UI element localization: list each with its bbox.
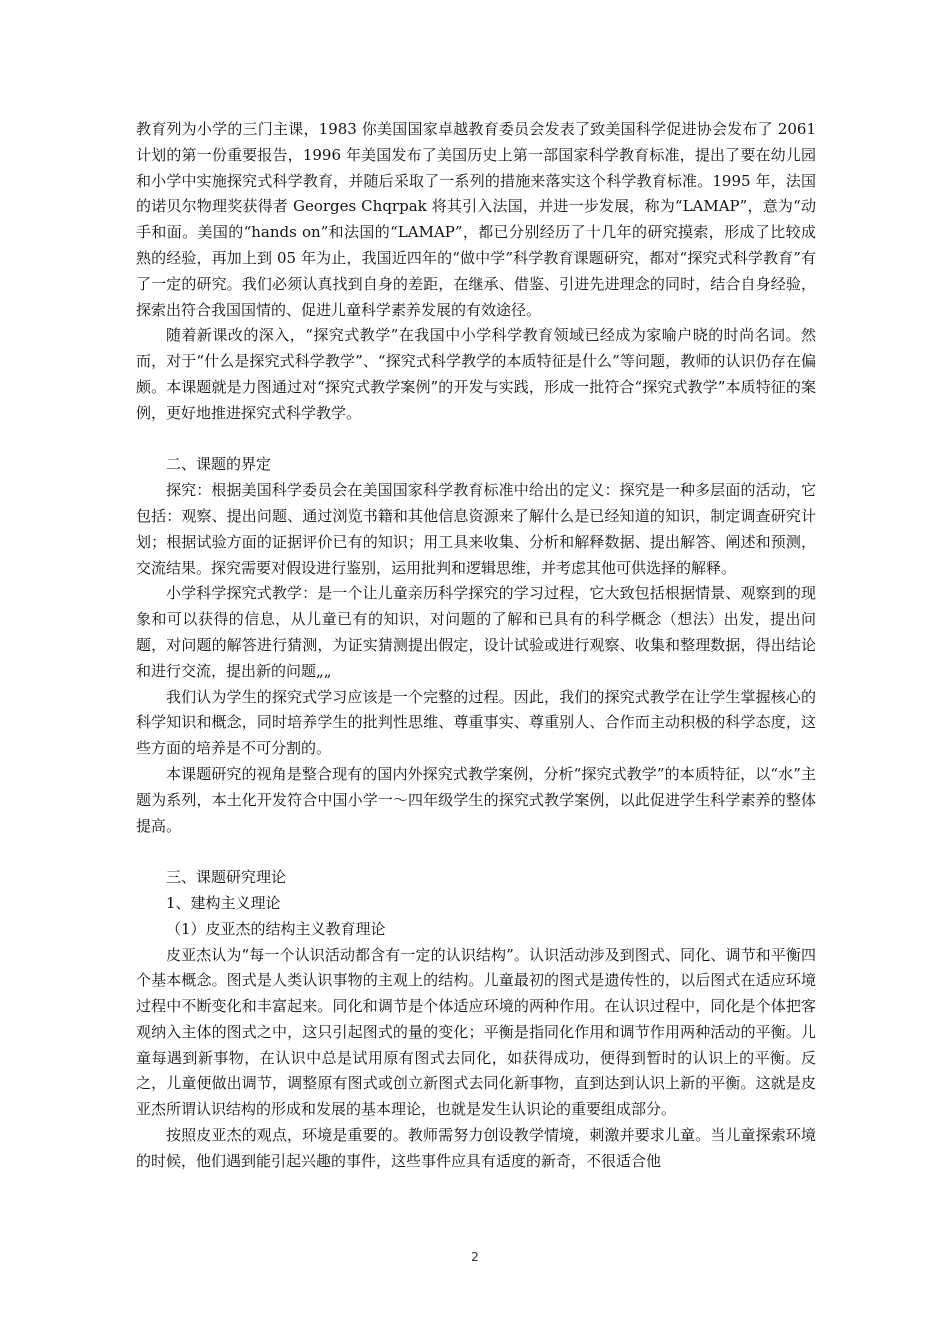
subheading-constructivism: 1、建构主义理论: [166, 893, 281, 912]
paragraph-new-curriculum: 随着新课改的深入，“探究式教学”在我国中小学科学教育领域已经成为家喻户晓的时尚名词。然而，对于“什么是探究式科学教学”、“探究式科学教学的本质特征是什么”等问题，教师的认识仍存在偏颇。本课题就是力图通过对“探究式教学案例”的开发与实践，形成一批符合“探究式教学”本质特征的案例，更好地推进探究式科学教学。: [136, 326, 816, 422]
section-heading-definition: 二、课题的界定: [166, 455, 272, 474]
document-body: [136, 117, 816, 1175]
paragraph-complete-process: 我们认为学生的探究式学习应该是一个完整的过程。因此，我们的探究式教学在让学生掌握核心的科学知识和概念，同时培养学生的批判性思维、尊重事实、尊重别人、合作而主动积极的科学态度，这些方面的培养是不可分割的。: [136, 687, 816, 758]
paragraph-piaget-environment: 按照皮亚杰的观点，环境是重要的。教师需努力创设教学情境，刺激并要求儿童。当儿童探索环境的时候，他们遇到能引起兴趣的事件，这些事件应具有适度的新奇，不很适合他: [136, 1126, 816, 1170]
paragraph-piaget-theory: 皮亚杰认为“每一个认识活动都含有一定的认识结构”。认识活动涉及到图式、同化、调节和平衡四个基本概念。图式是人类认识事物的主观上的结构。儿童最初的图式是遗传性的，以后图式在适应环境过程中不断变化和丰富起来。同化和调节是个体适应环境的两种作用。在认识过程中，同化是个体把客观纳入主体的图式之中，这只引起图式的量的变化；平衡是指同化作用和调节作用两种活动的平衡。儿童每遇到新事物，在认识中总是试用原有图式去同化，如获得成功，便得到暂时的认识上的平衡。反之，儿童便做出调节，调整原有图式或创立新图式去同化新事物，直到达到认识上新的平衡。这就是皮亚杰所谓认识结构的形成和发展的基本理论，也就是发生认识论的重要组成部分。: [136, 945, 816, 1119]
section-heading-theory: 三、课题研究理论: [166, 868, 287, 887]
page-number: 2: [471, 1250, 479, 1264]
paragraph-inquiry-teaching-definition: 小学科学探究式教学：是一个让儿童亲历科学探究的学习过程，它大致包括根据情景、观察到的现象和可以获得的信息，从儿童已有的知识，对问题的了解和已具有的科学概念（想法）出发，提出问题，对问题的解答进行猜测，为证实猜测提出假定，设计试验或进行观察、收集和整理数据，得出结论和进行交流，提出新的问题„„: [136, 584, 816, 680]
paragraph-research-perspective: 本课题研究的视角是整合现有的国内外探究式教学案例，分析“探究式教学”的本质特征，以“水”主题为系列，本土化开发符合中国小学一～四年级学生的探究式教学案例，以此促进学生科学素养的整体提高。: [136, 764, 816, 835]
paragraph-us-background: 教育列为小学的三门主课，1983 你美国国家卓越教育委员会发表了致美国科学促进协会发布了 2061 计划的第一份重要报告，1996 年美国发布了美国历史上第一部国家科学教育标准，提出了要在幼儿园和小学中实施探究式科学教育，并随后采取了一系列的措施来落实这个科学教育标准。1995 年，法国的诺贝尔物理奖获得者 Georges Chqrpak 将其引入法国，并进一步发展，称为“LAMAP”，意为“动手和面。美国的“hands on”和法国的“LAMAP”，都已分别经历了十几年的研究摸索，形成了比较成熟的经验，再加上到 05 年为止，我国近四年的“做中学”科学教育课题研究，都对“探究式科学教育”有了一定的研究。我们必须认真找到自身的差距，在继承、借鉴、引进先进理念的同时，结合自身经验，探索出符合我国国情的、促进儿童科学素养发展的有效途径。: [136, 120, 816, 319]
paragraph-inquiry-definition: 探究：根据美国科学委员会在美国国家科学教育标准中给出的定义：探究是一种多层面的活动，它包括：观察、提出问题、通过浏览书籍和其他信息资源来了解什么是已经知道的知识，制定调查研究计划；根据试验方面的证据评价已有的知识；用工具来收集、分析和解释数据、提出解答、阐述和预测，交流结果。探究需要对假设进行鉴别，运用批判和逻辑思维，并考虑其他可供选择的解释。: [136, 481, 816, 577]
blank-line: [136, 839, 816, 865]
blank-line: [136, 427, 816, 453]
subheading-piaget: （1）皮亚杰的结构主义教育理论: [166, 919, 386, 938]
